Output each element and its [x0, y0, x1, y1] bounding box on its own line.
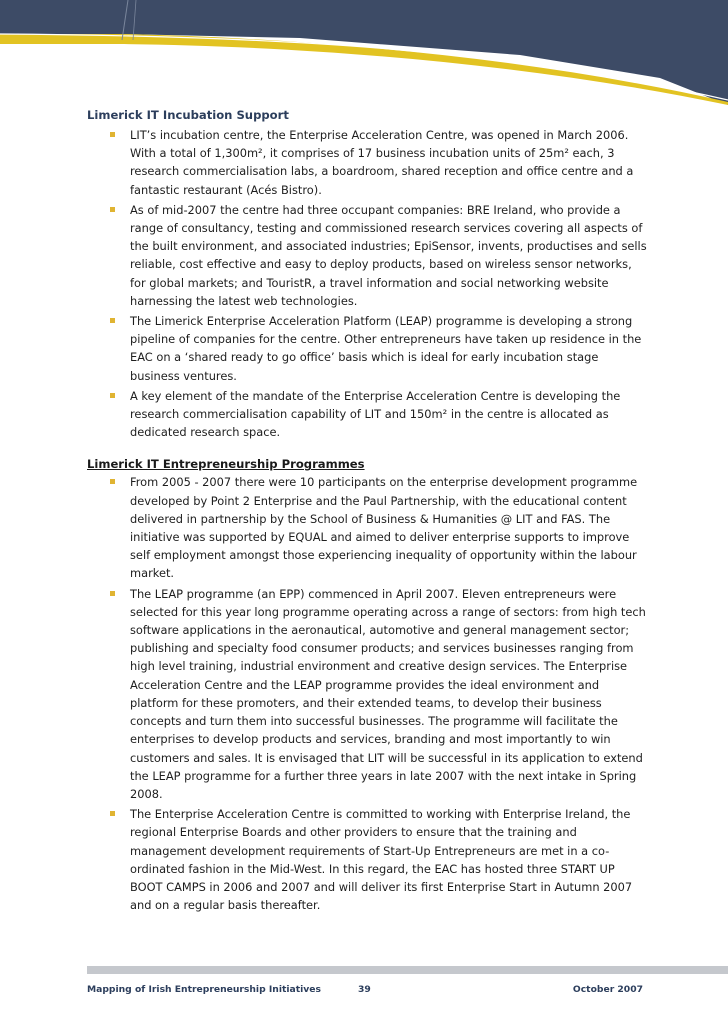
bullet-text: The LEAP programme (an EPP) commenced in April 2007. Eleven entrepreneurs were selected for this year long programme operating across a range of sectors: from high tech software applications in the aeronautical, automotive and general management sector; publishing and specialty food consumer products; and services businesses ranging from high level training, industrial environment and creative design services. The Enterprise Acceleration Centre and the LEAP programme provides the ideal environment and platform for these promoters, and their extended teams, to develop their business concepts and turn them into successful businesses. The programme will facilitate the enterprises to develop products and services, branding and most importantly to win customers and sales. It is envisaged that LIT will be successful in its application to extend the LEAP programme for a further three years in late 2007 with the next intake in Spring 2008.: [130, 586, 646, 801]
bullet-list: [87, 473, 647, 914]
bullet-text: From 2005 - 2007 there were 10 participants on the enterprise development programme developed by Point 2 Enterprise and the Paul Partnership, with the educational content delivered in partnership by the School of Business & Humanities @ LIT and FAS. The initiative was supported by EQUAL and aimed to deliver enterprise supports to improve self employment amongst those experiencing inequality of opportunity within the labour market.: [130, 475, 638, 581]
footer-document-title: Mapping of Irish Entrepreneurship Initiatives: [87, 984, 321, 995]
section-entrepreneurship-programmes: [87, 455, 647, 914]
bullet-text: A key element of the mandate of the Enterprise Acceleration Centre is developing the research commercialisation capability of LIT and 150m² in the centre is allocated as dedicated research space.: [130, 388, 621, 440]
bullet-item: [87, 387, 647, 442]
section-heading: Limerick IT Incubation Support: [87, 108, 289, 122]
bullet-text: The Limerick Enterprise Acceleration Platform (LEAP) programme is developing a strong pipeline of companies for the centre. Other entrepreneurs have taken up residence in the EAC on a ‘shared ready to go office’ basis which is ideal for early incubation stage business ventures.: [130, 314, 642, 383]
section-heading: Limerick IT Entrepreneurship Programmes: [87, 457, 365, 472]
header-band: [0, 0, 728, 105]
bullet-item: [87, 473, 647, 582]
header-graphic: [0, 0, 728, 105]
bullet-item: [87, 585, 647, 803]
bullet-square-icon: [110, 811, 115, 816]
bullet-text: The Enterprise Acceleration Centre is committed to working with Enterprise Ireland, the regional Enterprise Boards and other providers to ensure that the training and management development requirements of Start-Up Entrepreneurs are met in a co-ordinated fashion in the Mid-West. In this regard, the EAC has hosted three START UP BOOT CAMPS in 2006 and 2007 and will deliver its first Enterprise Start in Autumn 2007 and on a regular basis thereafter.: [130, 807, 633, 913]
bullet-square-icon: [110, 132, 115, 137]
footer-divider-bar: [87, 966, 728, 974]
bullet-square-icon: [110, 393, 115, 398]
footer-date: October 2007: [572, 984, 643, 995]
bullet-square-icon: [110, 207, 115, 212]
bullet-item: [87, 805, 647, 914]
bullet-square-icon: [110, 591, 115, 596]
bullet-square-icon: [110, 318, 115, 323]
bullet-text: LIT’s incubation centre, the Enterprise Acceleration Centre, was opened in March 2006. With a total of 1,300m², it comprises of 17 business incubation units of 25m² each, 3 research commercialisation labs, a boardroom, shared reception and office centre and a fantastic restaurant (Acés Bistro).: [130, 128, 634, 197]
bullet-text: As of mid-2007 the centre had three occupant companies: BRE Ireland, who provide a range of consultancy, testing and commissioned research services covering all aspects of the built environment, and associated industries; EpiSensor, invents, productises and sells reliable, cost effective and easy to deploy products, based on wireless sensor networks, for global markets; and TouristR, a travel information and social networking website harnessing the latest web technologies.: [130, 202, 647, 308]
section-incubation-support: [87, 106, 647, 441]
bullet-square-icon: [110, 479, 115, 484]
bullet-item: [87, 201, 647, 310]
footer-page-number: 39: [358, 984, 371, 995]
bullet-item: [87, 312, 647, 385]
bullet-list: [87, 126, 647, 441]
bullet-item: [87, 126, 647, 199]
document-body: [87, 106, 647, 916]
